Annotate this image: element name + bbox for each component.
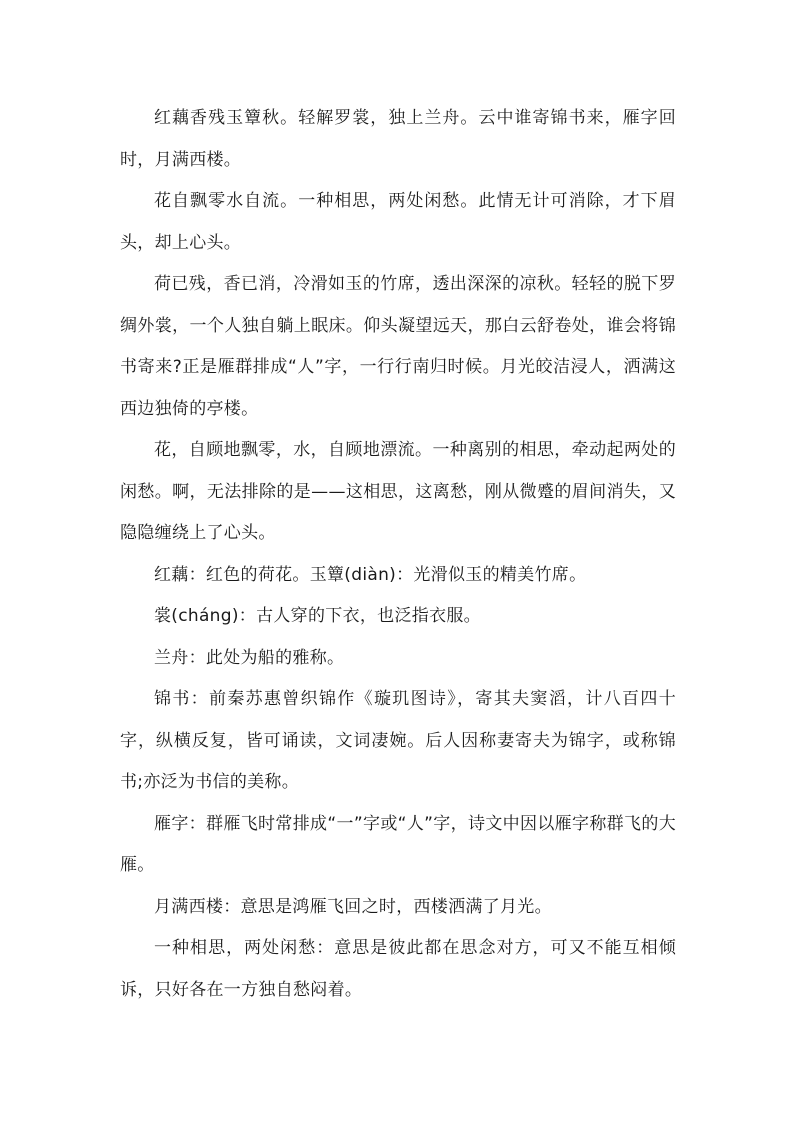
translation-paragraph-1: 荷已残，香已消，冷滑如玉的竹席，透出深深的凉秋。轻轻的脱下罗绸外裳，一个人独自躺上眠床。仰头凝望远天，那白云舒卷处，谁会将锦书寄来?正是雁群排成“人”字，一行行南归时候。月光皎洁浸人，洒满这西边独倚的亭楼。 <box>120 274 676 419</box>
annotation-lanzhou: 兰舟：此处为船的雅称。 <box>154 647 345 668</box>
translation-paragraph-2: 花，自顾地飘零，水，自顾地漂流。一种离别的相思，牵动起两处的闲愁。啊，无法排除的是——这相思，这离愁，刚从微蹙的眉间消失，又隐隐缠绕上了心头。 <box>120 440 676 543</box>
annotation-yanzi: 雁字：群雁飞时常排成“一”字或“人”字，诗文中因以雁字称群飞的大雁。 <box>120 813 676 875</box>
annotation-yizhongxiangsi: 一种相思，两处闲愁：意思是彼此都在思念对方，可又不能互相倾诉，只好各在一方独自愁闷着。 <box>120 938 676 1000</box>
annotation-chang: 裳(cháng)：古人穿的下衣，也泛指衣服。 <box>154 606 481 626</box>
poem-verse-2: 花自飘零水自流。一种相思，两处闲愁。此情无计可消除，才下眉头，却上心头。 <box>120 191 676 253</box>
annotation-jinshu: 锦书：前秦苏惠曾织锦作《璇玑图诗》，寄其夫窦滔，计八百四十字，纵横反复，皆可诵读，文词凄婉。后人因称妻寄夫为锦字，或称锦书;亦泛为书信的美称。 <box>120 689 676 792</box>
annotation-hongou: 红藕：红色的荷花。玉簟(diàn)：光滑似玉的精美竹席。 <box>154 564 587 585</box>
poem-verse-1: 红藕香残玉簟秋。轻解罗裳，独上兰舟。云中谁寄锦书来，雁字回时，月满西楼。 <box>120 108 676 170</box>
annotation-yuemanxilou: 月满西楼：意思是鸿雁飞回之时，西楼洒满了月光。 <box>154 896 552 917</box>
document-body <box>120 98 676 1011</box>
